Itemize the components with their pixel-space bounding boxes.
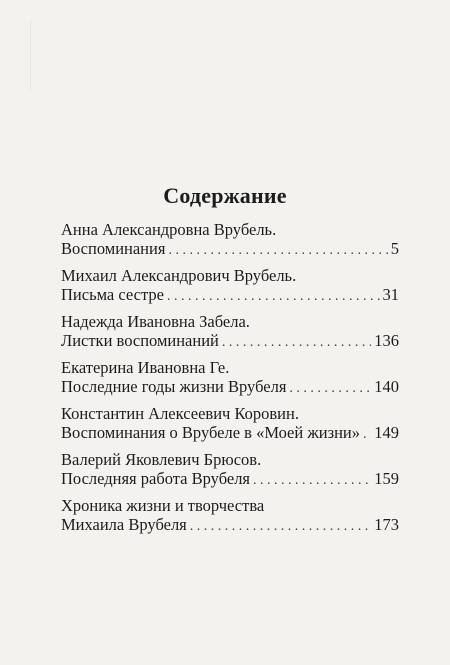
bleed-through-mark [30, 20, 39, 90]
toc-entry[interactable] [61, 312, 399, 352]
dot-leader [167, 287, 380, 306]
toc-entry[interactable] [61, 404, 399, 444]
toc-entry-page: 5 [390, 239, 399, 258]
toc-entry-page: 149 [374, 423, 399, 442]
toc-entry-page: 136 [374, 331, 399, 350]
toc-entry[interactable] [61, 496, 399, 536]
table-of-contents [61, 220, 399, 542]
toc-entry-page: 31 [382, 285, 399, 304]
toc-entry-page: 159 [374, 469, 399, 488]
toc-entry-author: Константин Алексеевич Коровин. [61, 404, 299, 423]
toc-entry-title: Воспоминания о Врубеле в «Моей жизни» [61, 423, 360, 442]
toc-entry[interactable] [61, 358, 399, 398]
toc-entry-author: Михаил Александрович Врубель. [61, 266, 297, 285]
dot-leader [253, 471, 371, 490]
dot-leader [222, 333, 371, 352]
dot-leader [363, 425, 371, 444]
toc-entry-title: Воспоминания [61, 239, 166, 258]
toc-entry-author: Надежда Ивановна Забела. [61, 312, 250, 331]
toc-entry-author: Валерий Яковлевич Брюсов. [61, 450, 262, 469]
toc-entry-title: Последняя работа Врубеля [61, 469, 251, 488]
toc-entry-page: 140 [374, 377, 399, 396]
dot-leader [190, 517, 371, 536]
toc-entry-title: Письма сестре [61, 285, 164, 304]
toc-entry-author: Анна Александровна Врубель. [61, 220, 277, 239]
toc-entry-page: 173 [374, 515, 399, 534]
toc-entry[interactable] [61, 450, 399, 490]
toc-entry-author: Хроника жизни и творчества [61, 496, 265, 515]
toc-entry-title: Михаила Врубеля [61, 515, 187, 534]
dot-leader [289, 379, 371, 398]
toc-entry-author: Екатерина Ивановна Ге. [61, 358, 230, 377]
toc-entry-title: Листки воспоминаний [61, 331, 219, 350]
dot-leader [168, 241, 387, 260]
toc-entry[interactable] [61, 220, 399, 260]
toc-entry-title: Последние годы жизни Врубеля [61, 377, 287, 396]
toc-entry[interactable] [61, 266, 399, 306]
toc-heading: Содержание [163, 183, 287, 208]
